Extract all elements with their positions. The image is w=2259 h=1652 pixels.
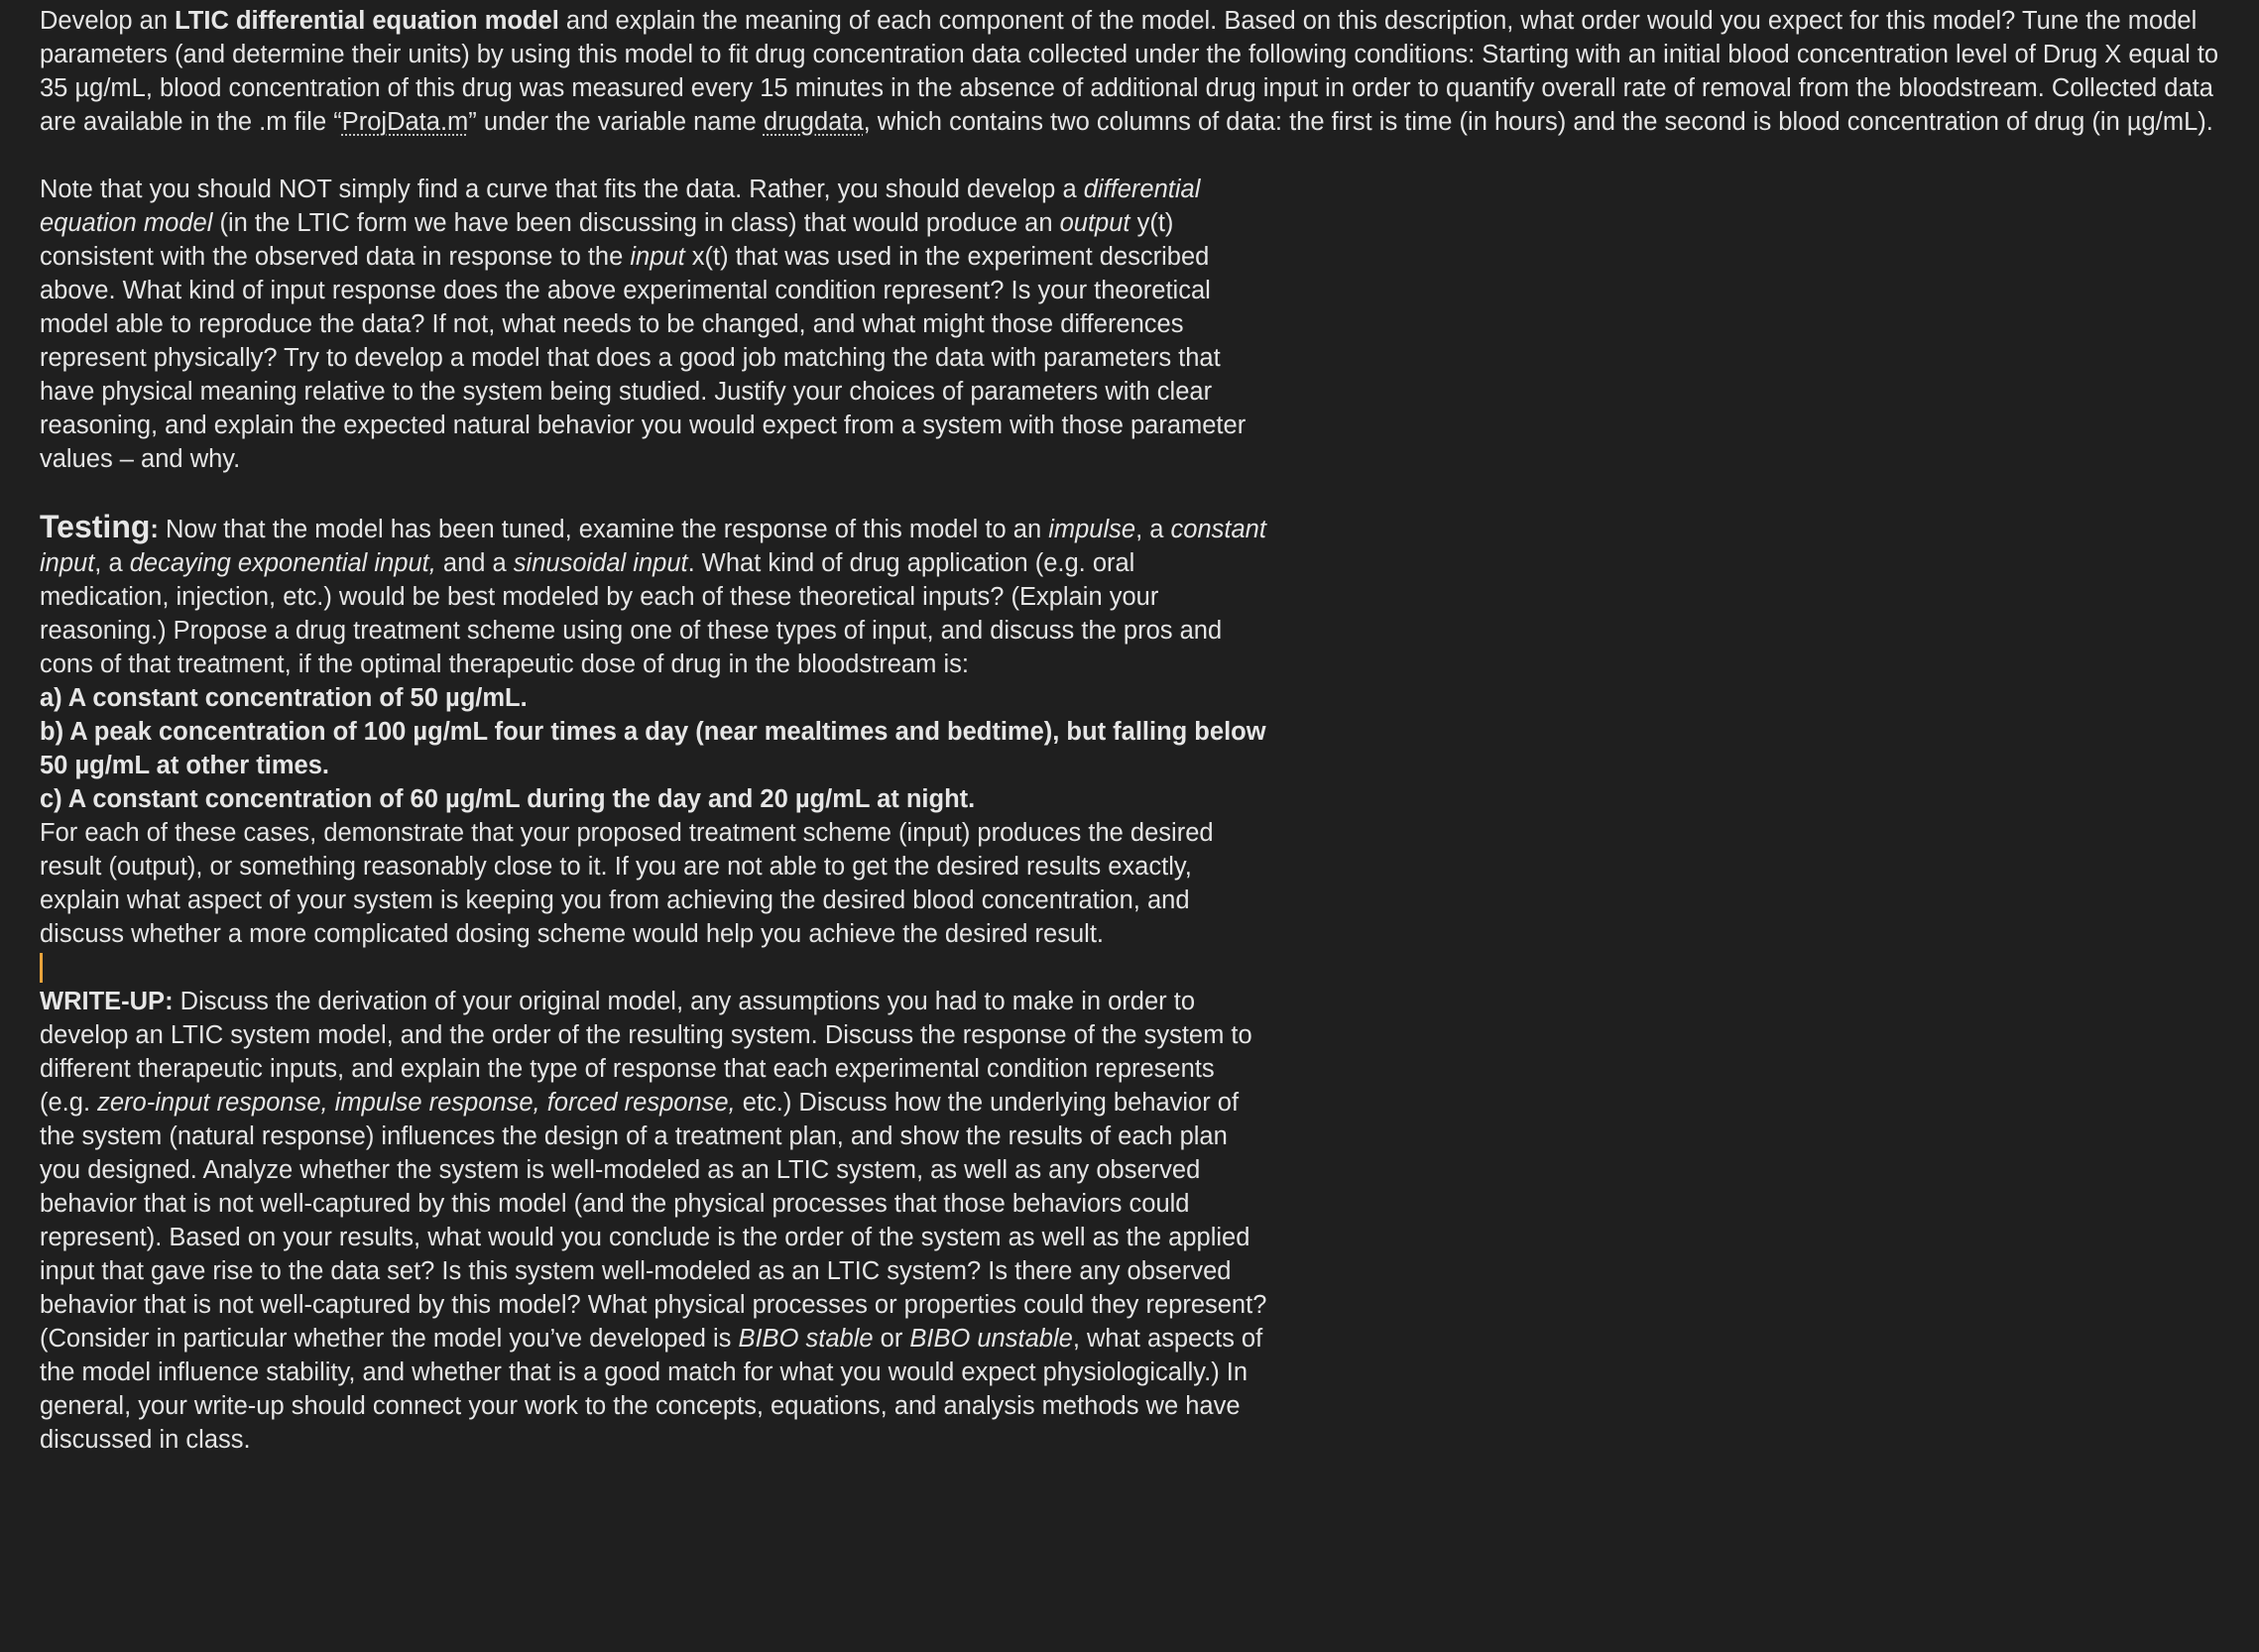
- intro-bold-ltic-model: LTIC differential equation model: [175, 7, 559, 35]
- narrow-column: [40, 173, 1269, 1457]
- testing-italic-exponential: decaying exponential input,: [129, 549, 436, 577]
- spellcheck-file-name[interactable]: ProjData.m: [341, 108, 469, 136]
- intro-text-2: and explain the meaning of each component of the model. Based on this description, what order would you expect for this model? Tune the model parameters (and determine their units) by using this model to fit drug concentration data collected under the following conditions: Starting with an initial blood concentration level of Drug X equal to 35 µg/mL, blood concentration of this drug was measured every 15 minutes in the absence of additional drug input in order to quantify overall rate of removal from the bloodstream. Collected data are available in the .m file “: [40, 7, 2219, 136]
- note-text-4: x(t) that was used in the experiment described above. What kind of input response does the above experimental condition represent? Is your theoretical model able to reproduce the data? If not, what needs to be changed, and what might those differences represent physically? Try to develop a model that does a good job matching the data with parameters that have physical meaning relative to the system being studied. Justify your choices of parameters with clear reasoning, and explain the expected natural behavior you would expect from a system with those parameter values – and why.: [40, 243, 1247, 473]
- testing-text-5: . What kind of drug application (e.g. oral medication, injection, etc.) would be best modeled by each of these theoretical inputs? (Explain your reasoning.) Propose a drug treatment scheme using one of these types of input, and discuss the pros and cons of that treatment, if the optimal therapeutic dose of drug in the bloodstream is:: [40, 549, 1223, 678]
- text-cursor: [40, 953, 43, 983]
- writeup-italic-bibo-stable: BIBO stable: [738, 1325, 874, 1353]
- note-text-2: (in the LTIC form we have been discussing in class) that would produce an: [212, 209, 1060, 237]
- dose-option-a: a) A constant concentration of 50 µg/mL.: [40, 684, 528, 712]
- intro-text-3: ” under the variable name: [468, 108, 764, 136]
- note-text-1: Note that you should NOT simply find a curve that fits the data. Rather, you should develop a: [40, 176, 1084, 203]
- testing-italic-constant: constant input: [40, 516, 1266, 577]
- testing-text-3: , a: [94, 549, 130, 577]
- spellcheck-variable-name[interactable]: drugdata: [763, 108, 864, 136]
- note-italic-1: differential equation model: [40, 176, 1201, 237]
- note-italic-output: output: [1059, 209, 1130, 237]
- writeup-italic-bibo-unstable: BIBO unstable: [909, 1325, 1073, 1353]
- writeup-italic-responses: zero-input response, impulse response, forced response,: [97, 1089, 736, 1117]
- testing-text-2: , a: [1135, 516, 1171, 543]
- testing-followup-paragraph: For each of these cases, demonstrate that your proposed treatment scheme (input) produces the desired result (output), or something reasonably close to it. If you are not able to get the desired results exactly, explain what aspect of your system is keeping you from achieving the desired blood concentration, and discuss whether a more complicated dosing scheme would help you achieve the desired result.: [40, 819, 1214, 948]
- testing-paragraph: [40, 510, 1269, 681]
- paragraph-gap: [40, 476, 1269, 510]
- testing-text-4: and a: [435, 549, 514, 577]
- note-paragraph: [40, 173, 1269, 476]
- intro-paragraph: [40, 4, 2241, 139]
- writeup-text-2: etc.) Discuss how the underlying behavior of the system (natural response) influences the design of a treatment plan, and show the results of each plan you designed. Analyze whether the system is well-modeled as an LTIC system, as well as any observed behavior that is not well-captured by this model (and the physical processes that those behaviors could represent). Based on your results, what would you conclude is the order of the system as well as the applied input that gave rise to the data set? Is this system well-modeled as an LTIC system? Is there any observed behavior that is not well-captured by this model? What physical processes or properties could they represent? (Consider in particular whether the model you’ve developed is: [40, 1089, 1267, 1353]
- note-italic-input: input: [630, 243, 685, 271]
- testing-heading-colon: :: [150, 516, 159, 543]
- intro-text-4: , which contains two columns of data: the first is time (in hours) and the second is blood concentration of drug (in µg/mL).: [863, 108, 2213, 136]
- testing-italic-sinusoidal: sinusoidal input: [513, 549, 688, 577]
- testing-heading: Testing: [40, 509, 151, 544]
- testing-italic-impulse: impulse: [1048, 516, 1136, 543]
- writeup-heading: WRITE-UP:: [40, 988, 174, 1015]
- writeup-text-1: Discuss the derivation of your original model, any assumptions you had to make in order to develop an LTIC system model, and the order of the resulting system. Discuss the response of the system to different therapeutic inputs, and explain the type of response that each experimental condition represents (e.g.: [40, 988, 1252, 1117]
- document-body[interactable]: [40, 4, 2241, 1457]
- paragraph-gap: [40, 139, 2241, 173]
- dose-option-c: c) A constant concentration of 60 µg/mL during the day and 20 µg/mL at night.: [40, 785, 976, 813]
- intro-text-1: Develop an: [40, 7, 176, 35]
- writeup-text-4: , what aspects of the model influence stability, and whether that is a good match for what you would expect physiologically.) In general, your write-up should connect your work to the concepts, equations, and analysis methods we have discussed in class.: [40, 1325, 1263, 1454]
- writeup-paragraph: [40, 985, 1269, 1457]
- testing-text-1: Now that the model has been tuned, examine the response of this model to an: [158, 516, 1049, 543]
- dose-option-b: b) A peak concentration of 100 µg/mL four times a day (near mealtimes and bedtime), but falling below 50 µg/mL at other times.: [40, 718, 1266, 779]
- writeup-text-3: or: [873, 1325, 910, 1353]
- note-text-3: y(t) consistent with the observed data in response to the: [40, 209, 1174, 271]
